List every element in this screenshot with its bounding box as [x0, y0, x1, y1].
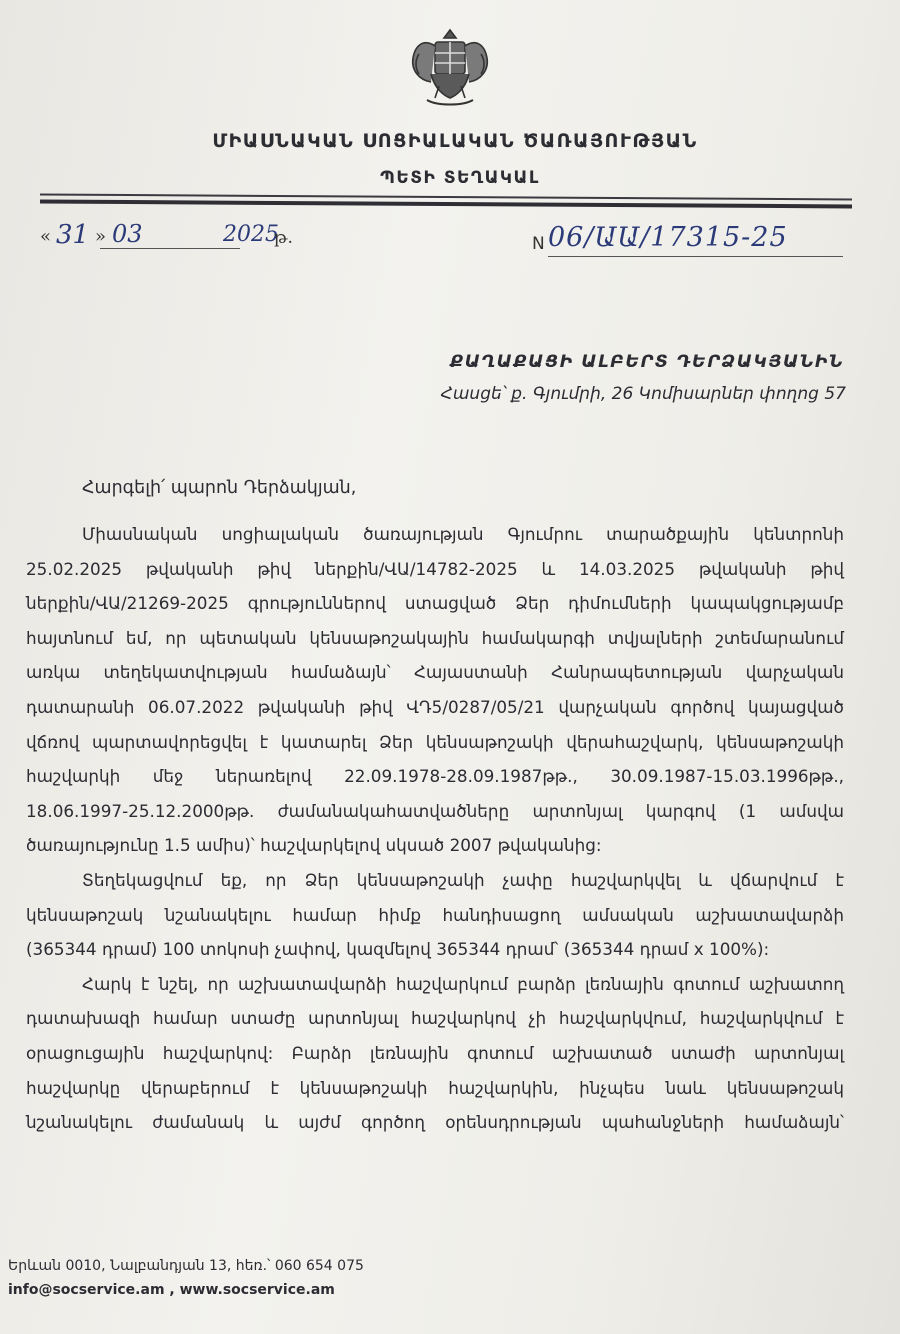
body-line: Տեղեկացվում եք, որ Ձեր կենսաթոշակի չափը հաշվարկվել և վճարվում է: [82, 869, 844, 890]
date-underline: [100, 248, 240, 249]
salutation: Հարգելի՛ պարոն Դերձակյան,: [82, 478, 357, 498]
date-day: 31: [56, 220, 90, 250]
date-open-quote: «: [40, 226, 52, 247]
header-divider-thick: [40, 200, 852, 209]
body-line: դատարանի 06.07.2022 թվականի թիվ ՎԴ5/0287/05/21 վարչական գործով կայացված: [26, 696, 844, 717]
organization-name: ՄԻԱՍՆԱԿԱՆ ՍՈՑԻԱԼԱԿԱՆ ԾԱՌԱՅՈՒԹՅԱՆ: [212, 130, 698, 152]
letter-footer: [8, 1254, 364, 1302]
body-line: Հարկ է նշել, որ աշխատավարձի հաշվարկում բարձր լեռնային գոտում աշխատող: [82, 973, 844, 994]
recipient-address: Հասցե՝ ք. Գյումրի, 26 Կոմիսարներ փողոց 57: [440, 384, 846, 404]
paragraph-3: [26, 967, 844, 1140]
footer-address: Երևան 0010, Նալբանդյան 13, հեռ.՝ 060 654 075: [8, 1258, 364, 1274]
letter-date: [40, 218, 310, 258]
reference-underline: [548, 256, 843, 257]
body-line: ներքին/ՎԱ/21269-2025 գրություններով ստացված Ձեր դիմումների կապակցությամբ: [26, 593, 844, 614]
body-line: ծառայությունը 1.5 ամիս)՝ հաշվարկելով սկսած 2007 թվականից:: [26, 835, 602, 856]
body-line: (365344 դրամ) 100 տոկոսի չափով, կազմելով 365344 դրամ՝ (365344 դրամ x 100%):: [26, 939, 770, 960]
date-close-quote: »: [95, 226, 107, 247]
date-year: 2025: [223, 222, 279, 247]
body-line: Միասնական սոցիալական ծառայության Գյումրու տարածքային կենտրոնի: [82, 524, 844, 544]
paragraph-2: [26, 863, 844, 967]
body-line: վճռով պարտավորեցվել է կատարել Ձեր կենսաթոշակի վերահաշվարկ, կենսաթոշակի: [26, 731, 844, 752]
recipient-name: ՔԱՂԱՔԱՑԻ ԱԼԲԵՐՏ ԴԵՐՁԱԿՅԱՆԻՆ: [450, 352, 844, 372]
body-line: 18.06.1997-25.12.2000թթ. ժամանակահատվածները արտոնյալ կարգով (1 ամսվա: [26, 800, 844, 821]
body-line: հայտնում եմ, որ պետական կենսաթոշակային համակարգի տվյալների շտեմարանում: [26, 627, 844, 648]
paragraph-1: [26, 517, 844, 863]
body-line: հաշվարկի մեջ ներառելով 22.09.1978-28.09.1987թթ., 30.09.1987-15.03.1996թթ.,: [26, 766, 844, 787]
body-line: հաշվարկը վերաբերում է կենսաթոշակի հաշվարկին, ինչպես նաև կենսաթոշակ: [26, 1077, 844, 1098]
position-title: ՊԵՏԻ ՏԵՂԱԿԱԼ: [380, 168, 540, 188]
reference-value: 06/ԱԱ/17315-25: [548, 222, 788, 253]
letter-body: [26, 517, 844, 1140]
reference-number: [532, 222, 852, 262]
reference-prefix: N: [532, 234, 545, 254]
body-line: 25.02.2025 թվականի թիվ ներքին/ՎԱ/14782-2025 և 14.03.2025 թվականի թիվ: [26, 558, 844, 579]
armenia-coat-of-arms-icon: [405, 24, 495, 114]
body-line: օրացուցային հաշվարկով: Բարձր լեռնային գոտում աշխատած ստաժի արտոնյալ: [26, 1042, 844, 1063]
date-suffix: թ.: [274, 228, 293, 248]
body-line: դատախազի համար ստաժը արտոնյալ հաշվարկով չի հաշվարկվում, հաշվարկվում է: [26, 1008, 844, 1029]
body-line: կենսաթոշակ նշանակելու համար հիմք հանդիսացող ամսական աշխատավարձի: [26, 904, 844, 925]
body-line: առկա տեղեկատվության համաձայն՝ Հայաստանի Հանրապետության վարչական: [26, 662, 844, 683]
date-month: 03: [112, 220, 143, 248]
body-line: նշանակելու ժամանակ և այժմ գործող օրենսդրության պահանջների համաձայն՝: [26, 1112, 844, 1133]
footer-contacts: info@socservice.am , www.socservice.am: [8, 1282, 335, 1298]
